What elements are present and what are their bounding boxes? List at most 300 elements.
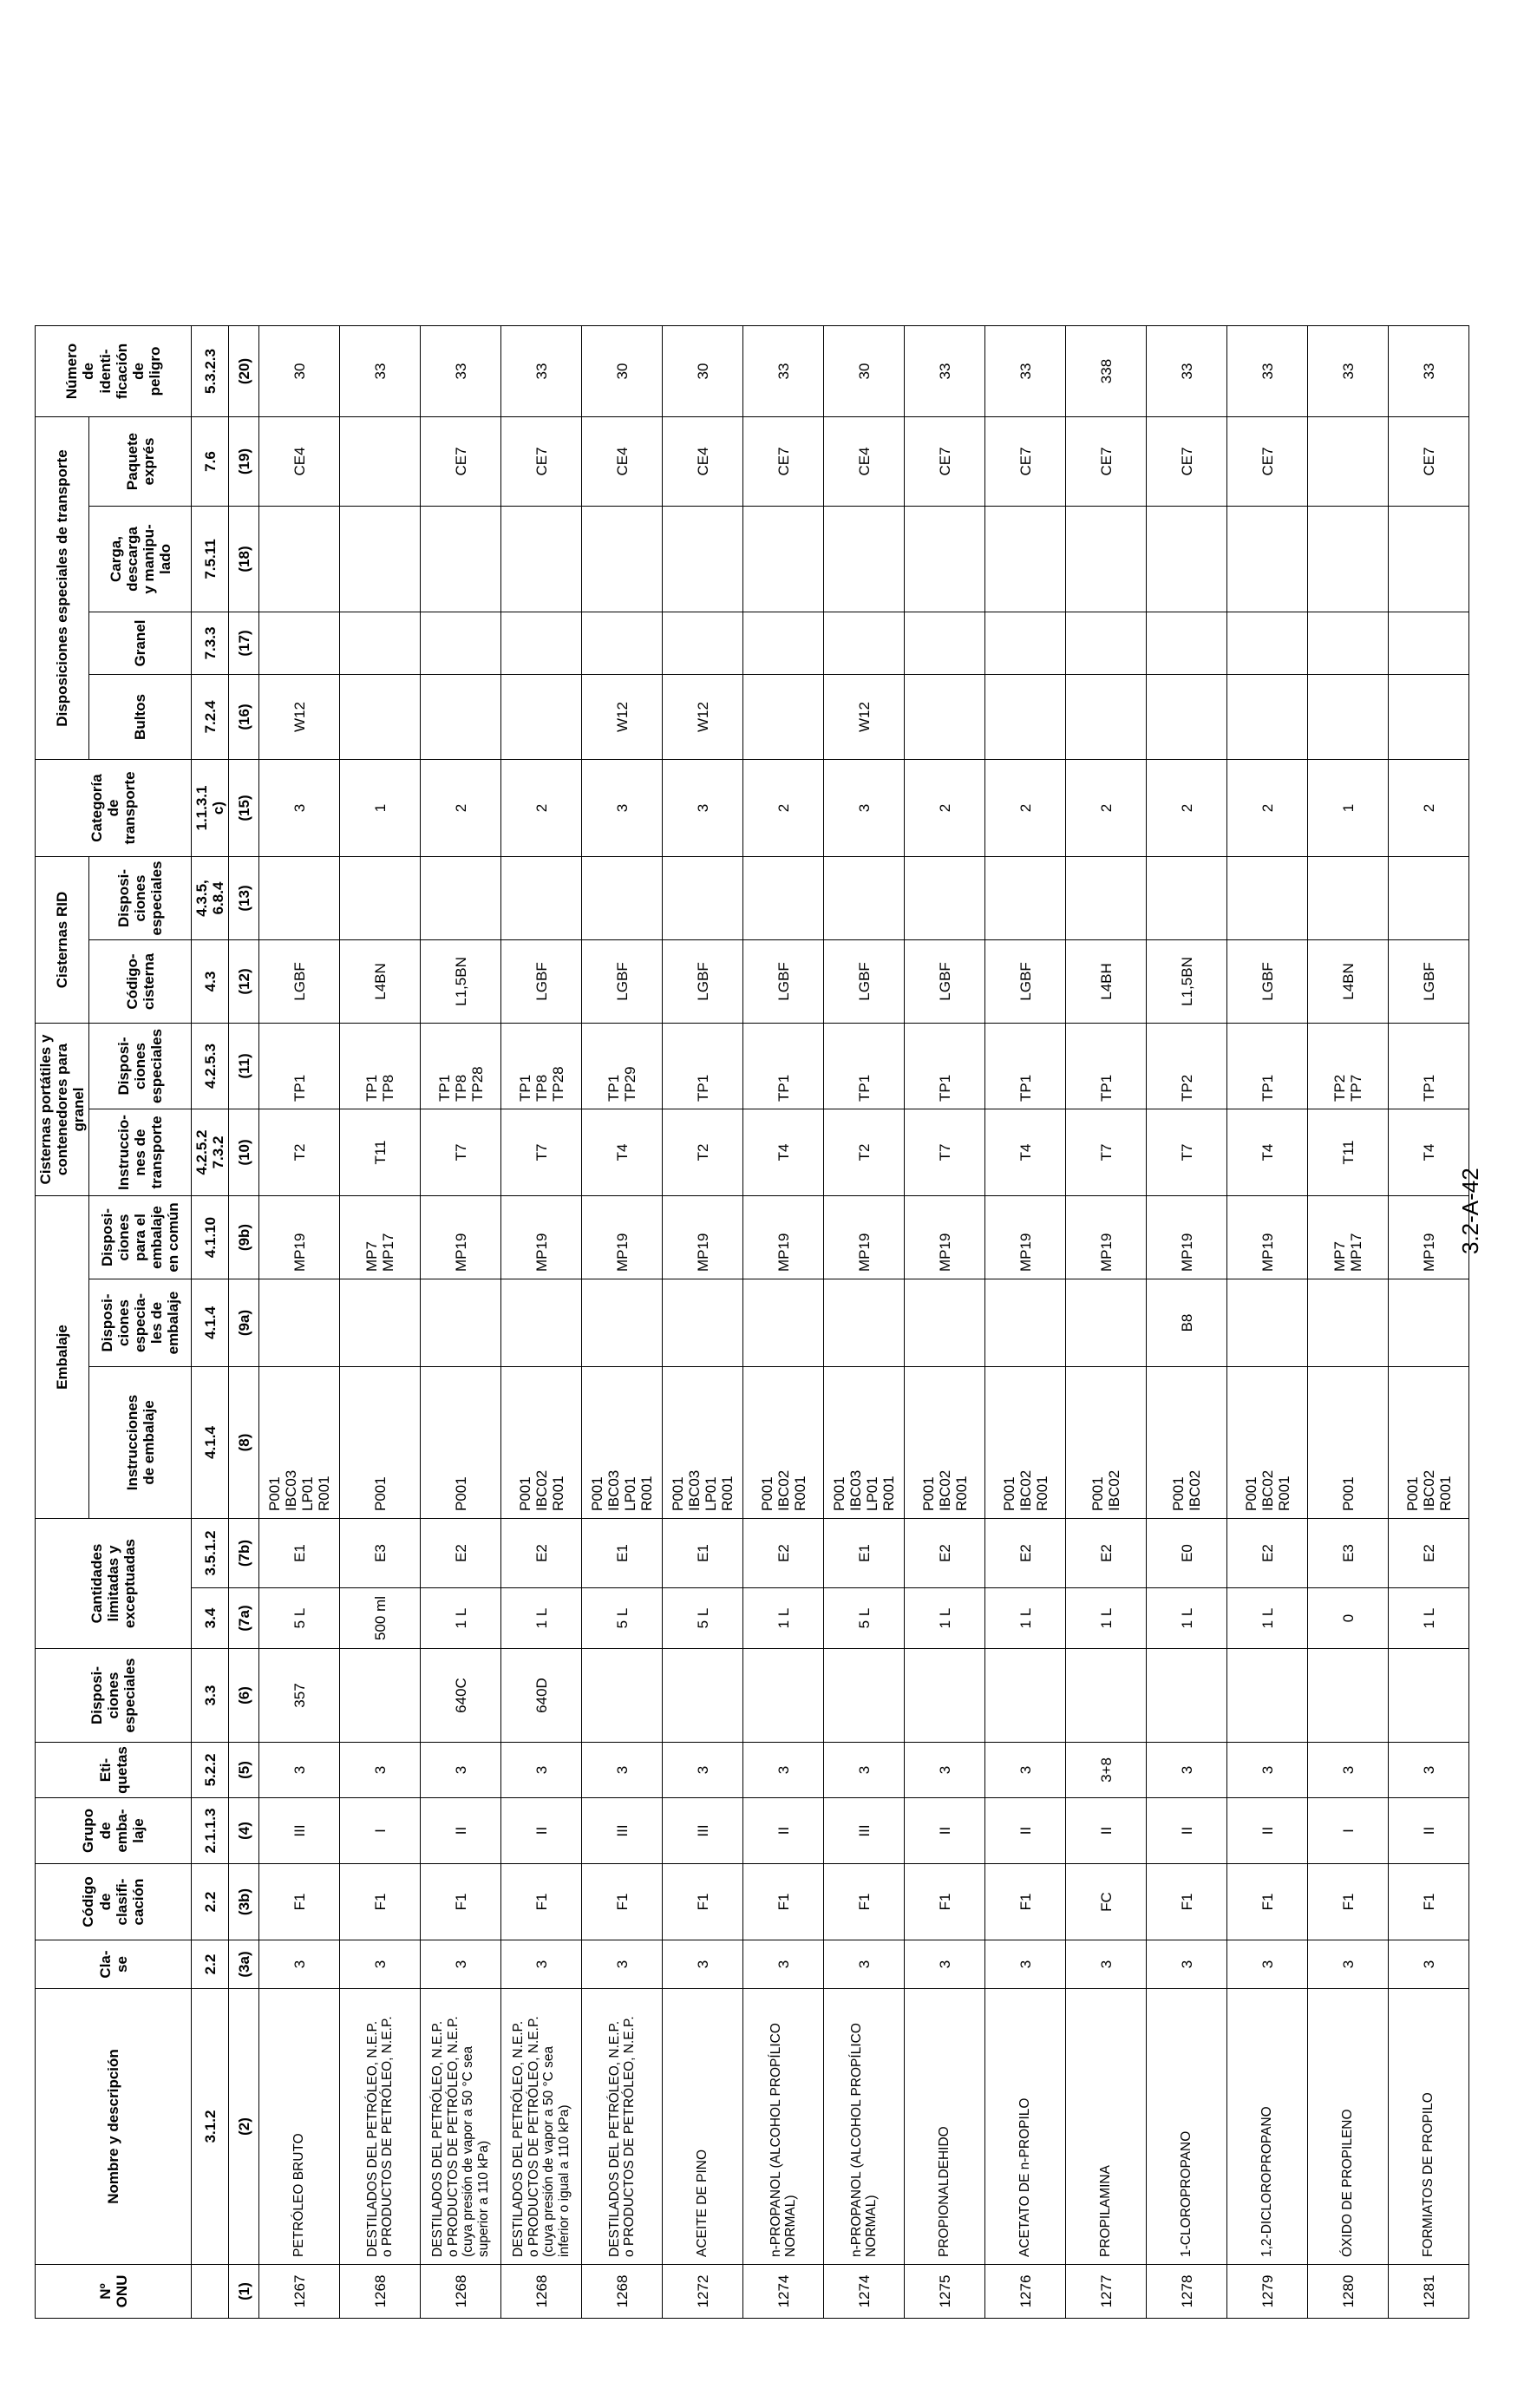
ref-cell-9: 4.1.4: [192, 1367, 229, 1519]
table-cell: E2: [1227, 1519, 1308, 1588]
table-cell: 5 L: [582, 1588, 663, 1649]
table-cell: [1066, 675, 1147, 760]
table-cell: [905, 1279, 985, 1367]
table-cell: [1308, 857, 1389, 940]
colnum-cell-10: (9a): [229, 1279, 259, 1367]
header-instr-transp: Instruccio- nes de transporte: [89, 1109, 192, 1196]
table-cell: 2: [1147, 760, 1227, 857]
table-cell: P001: [340, 1367, 421, 1519]
table-cell: [582, 1649, 663, 1743]
table-cell: [824, 612, 905, 675]
table-cell: [501, 507, 582, 612]
table-cell: [824, 1279, 905, 1367]
table-cell: II: [1389, 1798, 1469, 1864]
table-cell: [421, 612, 501, 675]
header-cantidades: Cantidades limitadas y exceptuadas: [36, 1519, 192, 1649]
header-row-1: [36, 326, 89, 2319]
table-cell: MP19: [824, 1196, 905, 1279]
cell-onu: 1276: [985, 2265, 1066, 2319]
colnum-cell-14: (12): [229, 940, 259, 1024]
table-cell: E0: [1147, 1519, 1227, 1588]
table-cell: T7: [1066, 1109, 1147, 1196]
table-cell: L4BH: [1066, 940, 1147, 1024]
table-cell: [663, 1649, 743, 1743]
table-row: [582, 326, 663, 2319]
table-cell: P001 IBC03 LP01 R001: [259, 1367, 340, 1519]
table-cell: [663, 857, 743, 940]
ref-cell-20: 7.6: [192, 417, 229, 507]
table-row: [824, 326, 905, 2319]
cell-onu: 1274: [824, 2265, 905, 2319]
table-cell: T11: [340, 1109, 421, 1196]
table-cell: [582, 507, 663, 612]
header-disp-transp: Disposiciones especiales de transporte: [36, 417, 89, 760]
table-cell: 3: [1389, 1743, 1469, 1798]
ref-cell-5: 5.2.2: [192, 1743, 229, 1798]
table-cell: MP19: [1066, 1196, 1147, 1279]
table-cell: 3: [259, 1940, 340, 1989]
table-row: [340, 326, 421, 2319]
table-cell: [1308, 612, 1389, 675]
table-cell: TP2 TP7: [1308, 1024, 1389, 1109]
table-cell: F1: [905, 1864, 985, 1940]
table-cell: CE4: [259, 417, 340, 507]
table-cell: 338: [1066, 326, 1147, 417]
table-cell: 33: [501, 326, 582, 417]
table-cell: 3: [905, 1743, 985, 1798]
table-cell: MP19: [259, 1196, 340, 1279]
table-cell: 33: [1389, 326, 1469, 417]
table-cell: 1 L: [905, 1588, 985, 1649]
table-cell: T2: [663, 1109, 743, 1196]
header-cod-cist: Código- cisterna: [89, 940, 192, 1024]
ref-cell-8: 3.5.1.2: [192, 1519, 229, 1588]
table-row: [1227, 326, 1308, 2319]
table-cell: CE4: [824, 417, 905, 507]
header-cisternas-rid: Cisternas RID: [36, 857, 89, 1024]
ref-cell-11: 4.1.10: [192, 1196, 229, 1279]
table-cell: F1: [340, 1864, 421, 1940]
colnum-cell-18: (17): [229, 612, 259, 675]
table-cell: CE7: [1227, 417, 1308, 507]
table-cell: III: [259, 1798, 340, 1864]
table-cell: T4: [743, 1109, 824, 1196]
table-cell: [1147, 507, 1227, 612]
table-cell: W12: [824, 675, 905, 760]
table-cell: L1,5BN: [1147, 940, 1227, 1024]
table-cell: 3: [340, 1940, 421, 1989]
table-cell: [582, 1279, 663, 1367]
table-cell: TP1: [905, 1024, 985, 1109]
table-cell: 3: [1147, 1940, 1227, 1989]
ref-cell-12: 4.2.5.2 7.3.2: [192, 1109, 229, 1196]
table-cell: 3: [582, 1940, 663, 1989]
table-cell: 5 L: [663, 1588, 743, 1649]
table-cell: [1147, 612, 1227, 675]
table-cell: 30: [259, 326, 340, 417]
cell-onu: 1278: [1147, 2265, 1227, 2319]
table-cell: 3: [259, 1743, 340, 1798]
table-cell: [421, 675, 501, 760]
cell-onu: 1268: [340, 2265, 421, 2319]
table-cell: 2: [1227, 760, 1308, 857]
table-cell: [501, 675, 582, 760]
cell-nombre: n-PROPANOL (ALCOHOL PROPÍLICO NORMAL): [824, 1989, 905, 2265]
table-cell: P001 IBC03 LP01 R001: [582, 1367, 663, 1519]
table-cell: E2: [905, 1519, 985, 1588]
table-cell: 3: [421, 1940, 501, 1989]
ref-cell-19: 7.5.11: [192, 507, 229, 612]
table-cell: [824, 507, 905, 612]
table-cell: E2: [421, 1519, 501, 1588]
cell-onu: 1275: [905, 2265, 985, 2319]
colnum-cell-21: (20): [229, 326, 259, 417]
table-cell: [340, 507, 421, 612]
table-cell: TP1: [985, 1024, 1066, 1109]
header-carga: Carga, descarga y manipu- lado: [89, 507, 192, 612]
table-cell: 1 L: [985, 1588, 1066, 1649]
ref-cell-18: 7.3.3: [192, 612, 229, 675]
header-disp-esp: Disposi- ciones especiales: [36, 1649, 192, 1743]
table-row: [1389, 326, 1469, 2319]
cell-onu: 1268: [501, 2265, 582, 2319]
table-cell: 640D: [501, 1649, 582, 1743]
table-cell: 1 L: [421, 1588, 501, 1649]
header-clase: Cla- se: [36, 1940, 192, 1989]
colnum-cell-5: (5): [229, 1743, 259, 1798]
cell-nombre: 1-CLOROPROPANO: [1147, 1989, 1227, 2265]
table-row: [259, 326, 340, 2319]
table-cell: [743, 507, 824, 612]
table-cell: [663, 507, 743, 612]
table-cell: CE7: [985, 417, 1066, 507]
colnum-cell-12: (10): [229, 1109, 259, 1196]
table-cell: TP1: [1389, 1024, 1469, 1109]
table-cell: [1066, 1279, 1147, 1367]
ref-cell-6: 3.3: [192, 1649, 229, 1743]
table-cell: MP7 MP17: [340, 1196, 421, 1279]
header-onu: Nº ONU: [36, 2265, 192, 2319]
table-cell: T4: [1227, 1109, 1308, 1196]
table-cell: T2: [824, 1109, 905, 1196]
table-cell: [340, 1279, 421, 1367]
table-cell: II: [1066, 1798, 1147, 1864]
table-cell: [1308, 507, 1389, 612]
cell-nombre: DESTILADOS DEL PETRÓLEO, N.E.P. o PRODUCTOS DE PETRÓLEO, N.E.P. (cuya presión de vapor a 50 °C sea inferior o igual a 110 kPa): [501, 1989, 582, 2265]
cell-nombre: DESTILADOS DEL PETRÓLEO, N.E.P. o PRODUCTOS DE PETRÓLEO, N.E.P. (cuya presión de vapor a 50 °C sea superior a 110 kPa): [421, 1989, 501, 2265]
table-cell: TP1 TP29: [582, 1024, 663, 1109]
table-cell: F1: [1389, 1864, 1469, 1940]
table-cell: [1066, 857, 1147, 940]
cell-nombre: 1,2-DICLOROPROPANO: [1227, 1989, 1308, 2265]
table-cell: [421, 1279, 501, 1367]
table-cell: CE7: [1066, 417, 1147, 507]
table-cell: 3: [582, 1743, 663, 1798]
table-cell: T4: [985, 1109, 1066, 1196]
reference-row: [192, 326, 229, 2319]
table-cell: MP19: [501, 1196, 582, 1279]
table-cell: 5 L: [824, 1588, 905, 1649]
table-cell: W12: [259, 675, 340, 760]
table-cell: F1: [985, 1864, 1066, 1940]
table-cell: P001 IBC02 R001: [743, 1367, 824, 1519]
table-cell: [905, 675, 985, 760]
cell-onu: 1274: [743, 2265, 824, 2319]
table-cell: E2: [1389, 1519, 1469, 1588]
cell-nombre: ACETATO DE n-PROPILO: [985, 1989, 1066, 2265]
table-cell: 0: [1308, 1588, 1389, 1649]
table-cell: [1308, 417, 1389, 507]
table-cell: [501, 612, 582, 675]
ref-cell-16: 1.1.3.1 c): [192, 760, 229, 857]
table-cell: 1 L: [1227, 1588, 1308, 1649]
table-cell: LGBF: [259, 940, 340, 1024]
table-cell: [985, 612, 1066, 675]
table-cell: P001 IBC02 R001: [501, 1367, 582, 1519]
table-cell: II: [743, 1798, 824, 1864]
table-cell: F1: [582, 1864, 663, 1940]
table-cell: [582, 857, 663, 940]
table-cell: [1389, 1279, 1469, 1367]
table-cell: 3: [1389, 1940, 1469, 1989]
table-cell: [501, 1279, 582, 1367]
table-cell: TP1: [1066, 1024, 1147, 1109]
table-cell: [340, 1649, 421, 1743]
table-cell: [1389, 857, 1469, 940]
table-row: [1147, 326, 1227, 2319]
table-cell: T11: [1308, 1109, 1389, 1196]
table-cell: E1: [259, 1519, 340, 1588]
cell-onu: 1268: [582, 2265, 663, 2319]
table-cell: [259, 857, 340, 940]
table-cell: [985, 675, 1066, 760]
table-row: [663, 326, 743, 2319]
table-cell: II: [985, 1798, 1066, 1864]
table-cell: E1: [582, 1519, 663, 1588]
table-cell: 3: [259, 760, 340, 857]
table-cell: II: [501, 1798, 582, 1864]
table-cell: TP1: [1227, 1024, 1308, 1109]
table-cell: 5 L: [259, 1588, 340, 1649]
table-cell: 3: [1227, 1940, 1308, 1989]
table-cell: TP1 TP8 TP28: [501, 1024, 582, 1109]
table-cell: 2: [501, 760, 582, 857]
cell-nombre: FORMIATOS DE PROPILO: [1389, 1989, 1469, 2265]
colnum-cell-4: (4): [229, 1798, 259, 1864]
table-cell: [743, 1649, 824, 1743]
table-cell: P001 IBC02 R001: [1227, 1367, 1308, 1519]
table-cell: [1227, 857, 1308, 940]
table-cell: P001: [421, 1367, 501, 1519]
table-cell: 2: [985, 760, 1066, 857]
table-cell: 33: [421, 326, 501, 417]
header-paquete: Paquete exprés: [89, 417, 192, 507]
table-cell: 1 L: [1389, 1588, 1469, 1649]
table-cell: 2: [421, 760, 501, 857]
table-cell: I: [1308, 1798, 1389, 1864]
header-disp-comun: Disposi- ciones para el embalaje en común: [89, 1196, 192, 1279]
ref-cell-15: 4.3.5, 6.8.4: [192, 857, 229, 940]
table-cell: B8: [1147, 1279, 1227, 1367]
header-categoria: Categoría de transporte: [36, 760, 192, 857]
table-cell: CE7: [1389, 417, 1469, 507]
table-cell: T4: [582, 1109, 663, 1196]
table-cell: [905, 857, 985, 940]
table-cell: 3: [663, 760, 743, 857]
table-cell: [985, 1649, 1066, 1743]
table-cell: LGBF: [501, 940, 582, 1024]
colnum-cell-7: (7a): [229, 1588, 259, 1649]
table-cell: F1: [1147, 1864, 1227, 1940]
table-cell: P001 IBC02: [1147, 1367, 1227, 1519]
ref-cell-2: 2.2: [192, 1940, 229, 1989]
table-cell: 357: [259, 1649, 340, 1743]
table-cell: TP1: [259, 1024, 340, 1109]
table-cell: I: [340, 1798, 421, 1864]
table-cell: MP19: [421, 1196, 501, 1279]
table-cell: MP19: [985, 1196, 1066, 1279]
header-codigo: Código de clasifi- cación: [36, 1864, 192, 1940]
table-cell: F1: [259, 1864, 340, 1940]
colnum-cell-20: (19): [229, 417, 259, 507]
table-cell: [824, 857, 905, 940]
table-cell: MP19: [582, 1196, 663, 1279]
table-cell: 3: [743, 1743, 824, 1798]
header-nombre: Nombre y descripción: [36, 1989, 192, 2265]
table-cell: [1147, 857, 1227, 940]
table-cell: [1147, 675, 1227, 760]
table-cell: [259, 612, 340, 675]
table-cell: MP19: [743, 1196, 824, 1279]
table-cell: LGBF: [743, 940, 824, 1024]
header-cisternas-port: Cisternas portátiles y contenedores para granel: [36, 1024, 89, 1196]
table-cell: 30: [824, 326, 905, 417]
table-cell: 2: [1066, 760, 1147, 857]
table-cell: 1 L: [1066, 1588, 1147, 1649]
table-cell: F1: [1227, 1864, 1308, 1940]
ref-cell-4: 2.1.1.3: [192, 1798, 229, 1864]
colnum-cell-8: (7b): [229, 1519, 259, 1588]
header-embalaje: Embalaje: [36, 1196, 89, 1519]
table-cell: E3: [340, 1519, 421, 1588]
table-cell: [340, 612, 421, 675]
table-cell: [501, 857, 582, 940]
table-row: [421, 326, 501, 2319]
table-cell: E2: [1066, 1519, 1147, 1588]
table-cell: [905, 612, 985, 675]
table-cell: CE7: [743, 417, 824, 507]
table-cell: 30: [663, 326, 743, 417]
table-cell: 640C: [421, 1649, 501, 1743]
colnum-cell-3: (3b): [229, 1864, 259, 1940]
table-cell: III: [582, 1798, 663, 1864]
table-cell: L1,5BN: [421, 940, 501, 1024]
ref-cell-17: 7.2.4: [192, 675, 229, 760]
table-cell: [663, 612, 743, 675]
table-cell: 1 L: [501, 1588, 582, 1649]
table-cell: 500 ml: [340, 1588, 421, 1649]
cell-onu: 1280: [1308, 2265, 1389, 2319]
table-cell: LGBF: [1227, 940, 1308, 1024]
table-cell: 3: [1066, 1940, 1147, 1989]
table-cell: 2: [1389, 760, 1469, 857]
table-cell: [1389, 612, 1469, 675]
table-cell: CE7: [905, 417, 985, 507]
colnum-cell-19: (18): [229, 507, 259, 612]
table-cell: MP7 MP17: [1308, 1196, 1389, 1279]
table-cell: 3: [824, 1743, 905, 1798]
table-cell: [582, 612, 663, 675]
table-cell: E2: [743, 1519, 824, 1588]
table-cell: P001 IBC03 LP01 R001: [824, 1367, 905, 1519]
table-cell: [1147, 1649, 1227, 1743]
table-cell: 3: [1308, 1743, 1389, 1798]
table-cell: TP1: [743, 1024, 824, 1109]
ref-cell-21: 5.3.2.3: [192, 326, 229, 417]
table-cell: P001 IBC02 R001: [985, 1367, 1066, 1519]
ref-cell-3: 2.2: [192, 1864, 229, 1940]
header-disp-esp-emb: Disposi- ciones especia- les de embalaje: [89, 1279, 192, 1367]
table-cell: LGBF: [582, 940, 663, 1024]
table-cell: 3: [501, 1940, 582, 1989]
colnum-cell-16: (15): [229, 760, 259, 857]
table-cell: [259, 507, 340, 612]
table-cell: W12: [582, 675, 663, 760]
table-cell: [1227, 507, 1308, 612]
table-row: [501, 326, 582, 2319]
table-cell: LGBF: [905, 940, 985, 1024]
page-number: 3.2-A-42: [1457, 1168, 1483, 1254]
table-cell: F1: [824, 1864, 905, 1940]
table-cell: 3: [340, 1743, 421, 1798]
table-cell: 3: [743, 1940, 824, 1989]
table-cell: 3+8: [1066, 1743, 1147, 1798]
cell-onu: 1267: [259, 2265, 340, 2319]
table-cell: CE4: [582, 417, 663, 507]
table-cell: CE7: [1147, 417, 1227, 507]
cell-nombre: ÓXIDO DE PROPILENO: [1308, 1989, 1389, 2265]
table-cell: II: [905, 1798, 985, 1864]
table-cell: 33: [340, 326, 421, 417]
table-cell: T4: [1389, 1109, 1469, 1196]
table-cell: [1227, 1279, 1308, 1367]
table-cell: 3: [663, 1940, 743, 1989]
table-cell: [1066, 507, 1147, 612]
table-cell: 1: [1308, 760, 1389, 857]
table-row: [1308, 326, 1389, 2319]
table-cell: TP1: [824, 1024, 905, 1109]
table-cell: [1389, 675, 1469, 760]
table-cell: LGBF: [1389, 940, 1469, 1024]
cell-onu: 1281: [1389, 2265, 1469, 2319]
column-number-row: [229, 326, 259, 2319]
colnum-cell-13: (11): [229, 1024, 259, 1109]
table-cell: L4BN: [340, 940, 421, 1024]
table-cell: F1: [1308, 1864, 1389, 1940]
table-cell: [259, 1279, 340, 1367]
table-cell: 1 L: [743, 1588, 824, 1649]
table-cell: F1: [501, 1864, 582, 1940]
colnum-cell-11: (9b): [229, 1196, 259, 1279]
table-cell: MP19: [1389, 1196, 1469, 1279]
table-cell: [1066, 1649, 1147, 1743]
table-cell: 33: [1308, 326, 1389, 417]
table-cell: P001 IBC03 LP01 R001: [663, 1367, 743, 1519]
table-cell: 3: [824, 760, 905, 857]
table-cell: P001: [1308, 1367, 1389, 1519]
table-cell: 30: [582, 326, 663, 417]
table-cell: T7: [421, 1109, 501, 1196]
